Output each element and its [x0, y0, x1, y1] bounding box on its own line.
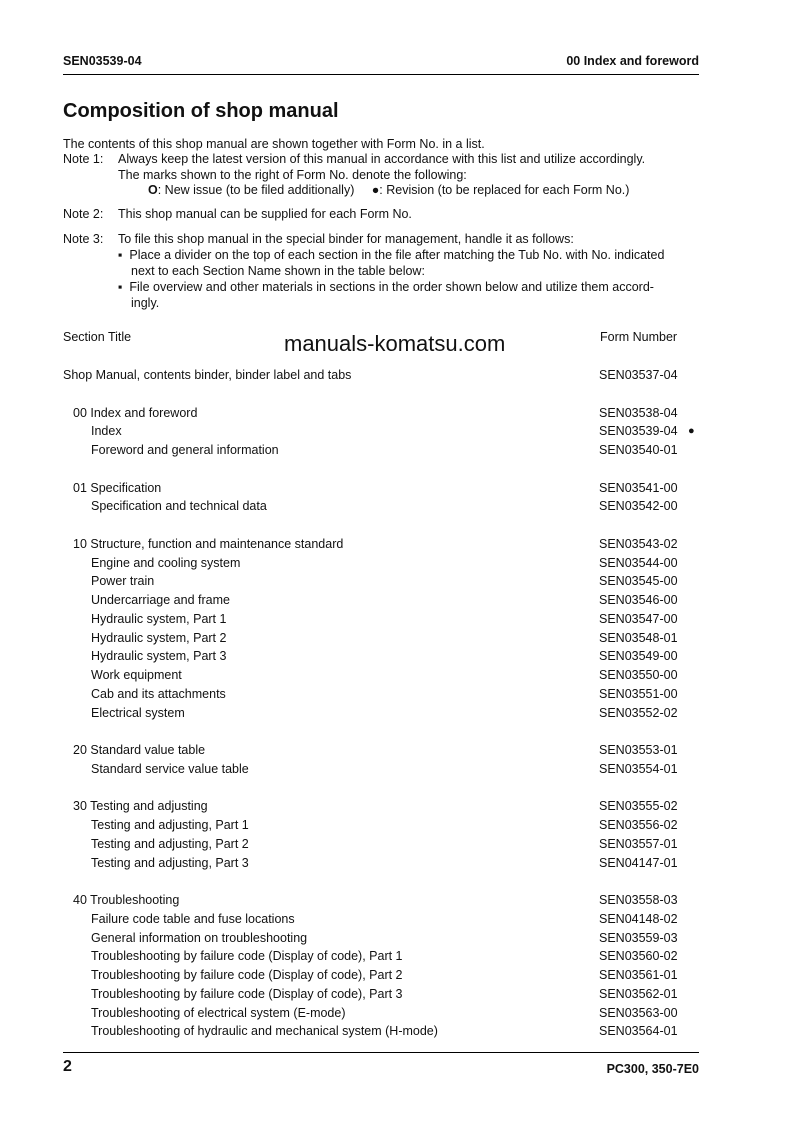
section-title: Shop Manual, contents binder, binder label and tabs: [63, 368, 352, 382]
section-title: Standard service value table: [91, 761, 249, 776]
form-number: SEN03555-02: [599, 799, 678, 814]
column-header-section-title: Section Title: [63, 330, 132, 344]
note-1-label: Note 1:: [63, 152, 104, 166]
table-row: [63, 704, 713, 723]
section-title: Troubleshooting of electrical system (E-mode): [91, 1005, 346, 1020]
bullet-1: ▪ Place a divider on the top of each section in the file after matching the Tub No. with No. indicated: [118, 248, 665, 262]
form-number: SEN03562-01: [599, 986, 678, 1001]
column-header-form-number: Form Number: [600, 330, 678, 344]
section-title: 30 Testing and adjusting: [73, 799, 208, 814]
section-title: Testing and adjusting, Part 2: [91, 836, 249, 851]
form-number: SEN03563-00: [599, 1005, 678, 1020]
form-number: SEN03549-00: [599, 649, 678, 664]
form-number: SEN03541-00: [599, 480, 678, 495]
header-doc-id: SEN03539-04: [63, 54, 142, 68]
table-row: [63, 685, 713, 704]
table-row: [63, 1022, 713, 1041]
form-number: SEN03542-00: [599, 499, 678, 514]
note-1-line-2: The marks shown to the right of Form No. denote the following:: [118, 168, 467, 182]
intro-text: The contents of this shop manual are shown together with Form No. in a list.: [63, 137, 485, 151]
watermark: manuals-komatsu.com: [284, 331, 506, 356]
section-title: Troubleshooting by failure code (Display of code), Part 2: [91, 968, 403, 982]
form-number: SEN03554-01: [599, 761, 678, 776]
form-number: SEN04148-02: [599, 911, 678, 926]
form-number: SEN03548-01: [599, 630, 678, 645]
section-title: 01 Specification: [73, 480, 162, 495]
form-number: SEN03550-00: [599, 668, 678, 682]
table-row: [63, 947, 713, 966]
section-title: Cab and its attachments: [91, 686, 226, 701]
note-2-line-1: This shop manual can be supplied for each Form No.: [118, 207, 412, 221]
form-number: SEN03547-00: [599, 611, 678, 626]
table-row: [63, 760, 713, 779]
note-3-line-1: To file this shop manual in the special binder for management, handle it as follows:: [118, 232, 574, 246]
table-row: [63, 629, 713, 648]
section-title: Index: [91, 424, 122, 439]
form-number: SEN03543-02: [599, 536, 678, 551]
section-title: Troubleshooting by failure code (Display of code), Part 3: [91, 986, 403, 1001]
form-number: SEN03559-03: [599, 930, 678, 945]
section-title: Electrical system: [91, 705, 185, 720]
group-spacer: [63, 516, 713, 535]
section-title: Specification and technical data: [91, 499, 267, 514]
table-row: [63, 422, 713, 441]
form-number: SEN03560-02: [599, 949, 678, 964]
table-row: [63, 647, 713, 666]
form-number: SEN03557-01: [599, 836, 678, 851]
bullet-1-cont: next to each Section Name shown in the table below:: [131, 264, 425, 278]
revision-mark: ●: [371, 183, 380, 197]
form-number: SEN03545-00: [599, 574, 678, 589]
section-title: General information on troubleshooting: [91, 930, 308, 945]
table-row: [63, 554, 713, 573]
table-row: [63, 497, 713, 516]
table-row: [63, 741, 713, 760]
section-title: Hydraulic system, Part 3: [91, 649, 227, 664]
group-spacer: [63, 779, 713, 798]
table-row: [63, 610, 713, 629]
section-title: Power train: [91, 574, 155, 589]
section-title: 20 Standard value table: [73, 743, 206, 757]
table-row: [63, 910, 713, 929]
form-number: SEN03538-04: [599, 405, 678, 420]
new-issue-text: : New issue (to be filed additionally): [157, 183, 355, 197]
form-number: SEN04147-01: [599, 855, 678, 870]
form-number: SEN03553-01: [599, 743, 678, 757]
contents-table: [63, 366, 713, 1041]
form-number: SEN03540-01: [599, 443, 678, 457]
section-title: 00 Index and foreword: [73, 405, 198, 420]
note-1-line-1: Always keep the latest version of this manual in accordance with this list and utilize accordingly.: [118, 152, 646, 166]
form-number: SEN03544-00: [599, 555, 678, 570]
section-title: Testing and adjusting, Part 3: [91, 855, 249, 870]
revision-mark-icon: ●: [688, 425, 695, 438]
footer-rule: [63, 1052, 699, 1053]
note-2-label: Note 2:: [63, 207, 104, 221]
section-title: 10 Structure, function and maintenance standard: [73, 536, 344, 551]
marks-legend: [148, 182, 629, 198]
group-spacer: [63, 385, 713, 404]
table-row: [63, 404, 713, 423]
group-spacer: [63, 722, 713, 741]
form-number: SEN03556-02: [599, 818, 678, 832]
table-row: [63, 441, 713, 460]
form-number: SEN03552-02: [599, 705, 678, 720]
form-number: SEN03539-04: [599, 424, 678, 439]
table-row: [63, 797, 713, 816]
section-title: Foreword and general information: [91, 443, 279, 457]
section-title: 40 Troubleshooting: [73, 893, 180, 907]
model-name: PC300, 350-7E0: [606, 1062, 699, 1076]
section-title: Failure code table and fuse locations: [91, 911, 295, 926]
page-title: Composition of shop manual: [63, 100, 339, 122]
form-number: SEN03537-04: [599, 368, 678, 382]
section-title: Troubleshooting by failure code (Display of code), Part 1: [91, 949, 403, 964]
section-title: Troubleshooting of hydraulic and mechanical system (H-mode): [91, 1024, 438, 1039]
section-title: Work equipment: [91, 668, 182, 682]
bullet-2: ▪ File overview and other materials in sections in the order shown below and utilize them accord-: [118, 280, 654, 294]
section-title: Hydraulic system, Part 1: [91, 611, 227, 626]
revision-text: : Revision (to be replaced for each Form No.): [379, 183, 630, 197]
note-3-label: Note 3:: [63, 232, 104, 246]
group-spacer: [63, 872, 713, 891]
table-row: [63, 985, 713, 1004]
table-row: [63, 366, 713, 385]
form-number: SEN03551-00: [599, 686, 678, 701]
bullet-2-cont: ingly.: [131, 296, 160, 310]
form-number: SEN03546-00: [599, 593, 678, 607]
table-row: [63, 591, 713, 610]
table-row: [63, 854, 713, 873]
table-row: [63, 535, 713, 554]
table-row: [63, 572, 713, 591]
group-spacer: [63, 460, 713, 479]
header-rule: [63, 74, 699, 75]
section-title: Undercarriage and frame: [91, 593, 230, 607]
table-row: [63, 966, 713, 985]
table-row: [63, 1004, 713, 1023]
section-title: Engine and cooling system: [91, 555, 241, 570]
table-row: [63, 816, 713, 835]
new-issue-mark: O: [148, 183, 158, 197]
table-row: [63, 929, 713, 948]
table-row: [63, 479, 713, 498]
page-number: 2: [63, 1058, 72, 1075]
form-number: SEN03564-01: [599, 1024, 678, 1039]
section-title: Testing and adjusting, Part 1: [91, 818, 249, 832]
header-section: 00 Index and foreword: [566, 54, 699, 68]
table-row: [63, 666, 713, 685]
form-number: SEN03558-03: [599, 893, 678, 907]
form-number: SEN03561-01: [599, 968, 678, 982]
section-title: Hydraulic system, Part 2: [91, 630, 227, 645]
table-row: [63, 835, 713, 854]
table-row: [63, 891, 713, 910]
